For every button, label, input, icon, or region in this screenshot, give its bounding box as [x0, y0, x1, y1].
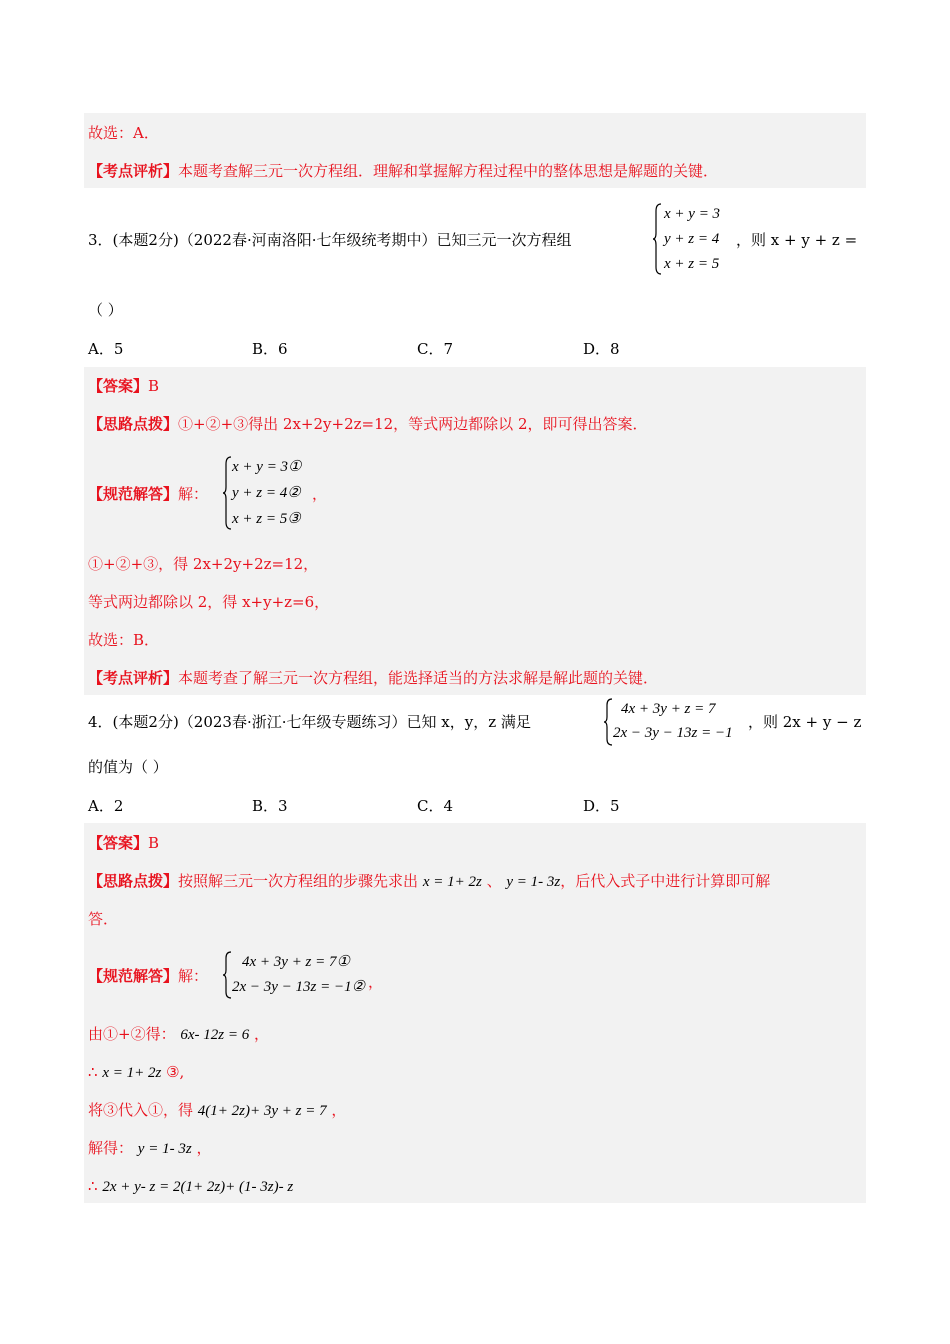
q3-conclusion: 故选：B． [88, 631, 160, 649]
q3-system [652, 203, 742, 275]
step-expr: 2x + y- z = 2(1+ 2z)+ (1- 3z)- z [102, 1179, 294, 1195]
step-text: 解得： [88, 1139, 134, 1157]
q4-option-a[interactable]: A．2 [88, 797, 124, 815]
silu-text: ①+②+③得出 2x+2y+2z=12，等式两边都除以 2，即可得出答案． [178, 415, 648, 433]
q3-silu [88, 414, 648, 434]
brace-icon [603, 698, 613, 746]
q4-step-5 [88, 1176, 293, 1197]
q4-silu [88, 871, 770, 892]
q4-sol-comma: ， [368, 973, 384, 991]
kaodian-tag: 【考点评析】 [88, 162, 179, 180]
q4-stem: 4．(本题2分)（2023春·浙江·七年级专题练习）已知 x，y，z 满足 [88, 713, 531, 731]
q4-option-d[interactable]: D．5 [583, 797, 620, 815]
q3-eq-3: x + z = 5 [664, 256, 720, 272]
q4-option-b[interactable]: B．3 [252, 797, 288, 815]
kaodian-text: 本题考查了解三元一次方程组，能选择适当的方法求解是解此题的关键． [178, 669, 659, 687]
q3-option-b[interactable]: B．6 [252, 340, 288, 358]
silu-expr-2: y = 1- 3z [506, 874, 561, 890]
q3-sol-eq-3: x + z = 5③ [232, 511, 301, 527]
silu-tag: 【思路点拨】 [88, 415, 179, 433]
q3-answer [88, 376, 159, 396]
step-text: 由①+②得： [88, 1025, 176, 1043]
q3-eq-2: y + z = 4 [664, 231, 720, 247]
guifan-tag: 【规范解答】 [88, 967, 179, 985]
q4-eq-2: 2x − 3y − 13z = −1 [613, 725, 733, 741]
q4-answer [88, 833, 159, 853]
answer-value: B [148, 377, 160, 395]
kaodian-tag: 【考点评析】 [88, 669, 179, 687]
q4-silu-cont: 答． [88, 910, 119, 928]
q4-eq-1: 4x + 3y + z = 7 [621, 701, 716, 717]
kaodian-text: 本题考查解三元一次方程组．理解和掌握解方程过程中的整体思想是解题的关键． [178, 162, 719, 180]
q4-system [603, 698, 748, 746]
guifan-lead: 解： [178, 967, 209, 985]
q4-step-1 [88, 1024, 269, 1045]
silu-sep: 、 [486, 872, 502, 890]
q4-step-3 [88, 1100, 346, 1121]
q3-sol-comma: ， [312, 485, 328, 503]
step-expr: x = 1+ 2z [102, 1065, 162, 1081]
q3-step-2: 等式两边都除以 2，得 x+y+z=6， [88, 593, 330, 611]
answer-tag: 【答案】 [88, 377, 149, 395]
brace-icon [652, 203, 662, 275]
silu-text-a: 按照解三元一次方程组的步骤先求出 [178, 872, 419, 890]
answer-value: B [148, 834, 160, 852]
q3-guifan [88, 484, 208, 504]
q2-kaodian [88, 161, 718, 181]
q4-sol-eq-1: 4x + 3y + z = 7① [242, 954, 350, 970]
q3-sol-eq-1: x + y = 3① [232, 459, 302, 475]
q4-step-4 [88, 1138, 211, 1159]
answer-tag: 【答案】 [88, 834, 149, 852]
q2-conclusion: 故选：A． [88, 124, 159, 142]
q4-sol-eq-2: 2x − 3y − 13z = −1② [232, 979, 366, 995]
q4-guifan [88, 966, 208, 986]
brace-icon [222, 456, 232, 530]
step-text: ∴ [88, 1177, 98, 1195]
step-text: 将③代入①，得 [88, 1101, 194, 1119]
step-text: ∴ [88, 1063, 98, 1081]
silu-text-b: ，后代入式子中进行计算即可解 [560, 872, 771, 890]
step-text: ③, [166, 1063, 185, 1081]
q4-solution-system [222, 951, 382, 999]
q3-step-1: ①+②+③，得 2x+2y+2z=12， [88, 555, 319, 573]
q4-option-c[interactable]: C．4 [417, 797, 454, 815]
guifan-lead: 解： [178, 485, 209, 503]
step-text: ， [196, 1139, 212, 1157]
step-expr: 6x- 12z = 6 [180, 1027, 250, 1043]
q3-option-a[interactable]: A．5 [88, 340, 124, 358]
brace-icon [222, 951, 232, 999]
q3-option-d[interactable]: D．8 [583, 340, 620, 358]
silu-expr-1: x = 1+ 2z [422, 874, 482, 890]
step-text: ， [254, 1025, 270, 1043]
q3-paren: （ ） [88, 301, 123, 319]
q3-kaodian [88, 668, 658, 688]
q4-step-2 [88, 1062, 184, 1083]
q4-stem-line2: 的值为（ ） [88, 758, 168, 776]
step-expr: 4(1+ 2z)+ 3y + z = 7 [197, 1103, 327, 1119]
q3-sol-eq-2: y + z = 4② [232, 485, 301, 501]
q3-option-c[interactable]: C．7 [417, 340, 454, 358]
guifan-tag: 【规范解答】 [88, 485, 179, 503]
q3-stem-suffix: ，则 x + y + z = [736, 231, 858, 249]
q3-eq-1: x + y = 3 [664, 206, 721, 222]
step-text: ， [331, 1101, 347, 1119]
step-expr: y = 1- 3z [137, 1141, 192, 1157]
silu-tag: 【思路点拨】 [88, 872, 179, 890]
q4-stem-suffix: ，则 2x + y − z [748, 713, 862, 731]
q3-stem: 3．(本题2分)（2022春·河南洛阳·七年级统考期中）已知三元一次方程组 [88, 231, 572, 249]
